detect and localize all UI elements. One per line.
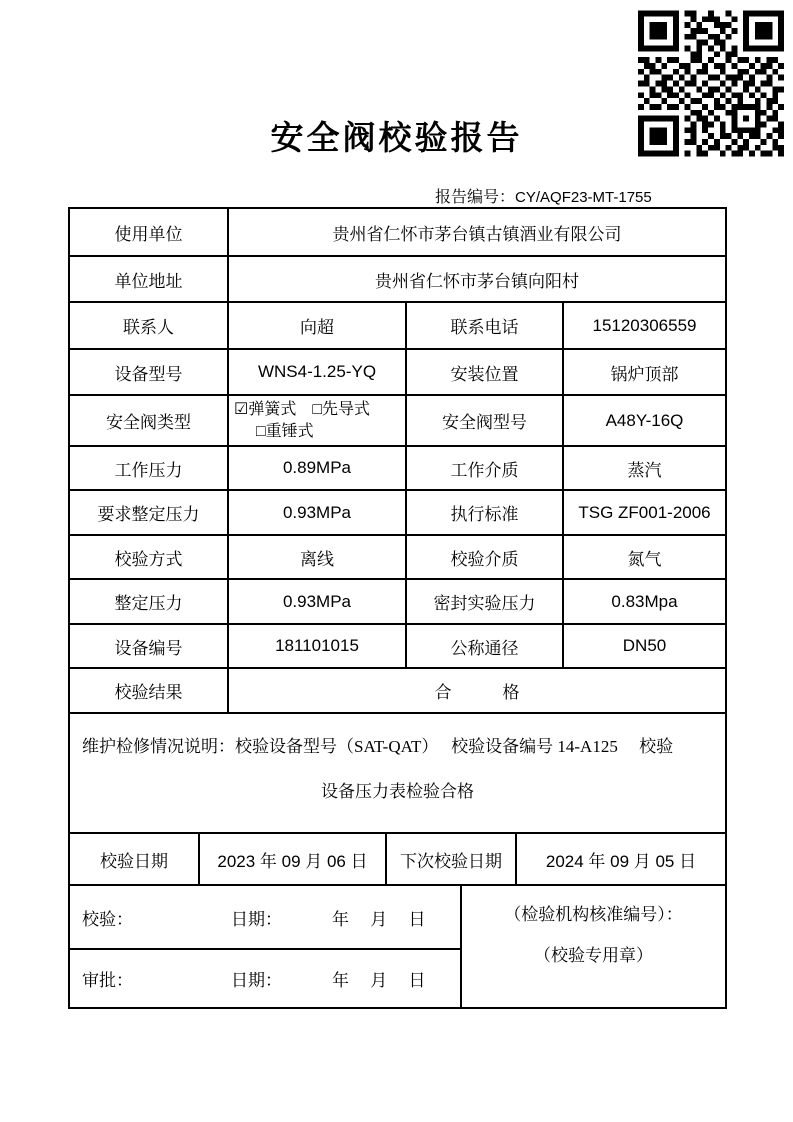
install-position-label: 安装位置: [405, 350, 562, 394]
work-pressure-value: 0.89MPa: [227, 447, 405, 489]
table-row-dates: [70, 832, 725, 884]
report-number-label: 报告编号：: [435, 189, 516, 206]
calibrator-ymd: 年 月 日: [332, 909, 426, 929]
table-row-set-pressure: [70, 578, 725, 623]
calibration-stamp: （校验专用章）: [534, 946, 653, 965]
set-pressure-value: 0.93MPa: [227, 580, 405, 623]
signature-row-approver: [70, 948, 460, 1007]
diameter-label: 公称通径: [405, 625, 562, 667]
table-row-required-pressure: [70, 489, 725, 534]
report-number: [435, 184, 652, 207]
result-label: 校验结果: [114, 683, 183, 702]
remark-line1: 维护检修情况说明：校验设备型号（SAT-QAT） 校验设备编号 14-A125 校验: [82, 737, 674, 756]
signature-left-block: [70, 886, 460, 1007]
contact-label: 联系人: [123, 318, 174, 337]
phone-label: 联系电话: [405, 303, 562, 348]
report-table: [68, 207, 727, 1009]
method-label: 校验方式: [114, 549, 183, 569]
device-no-value: 181101015: [227, 625, 405, 667]
table-row-valve-type: [70, 394, 725, 445]
standard-value: TSG ZF001-2006: [562, 491, 725, 534]
table-row-remark: [70, 712, 725, 832]
next-date-value: 2024 年 09 月 05 日: [515, 834, 725, 884]
stamp-cell: [460, 886, 725, 1007]
work-medium-label: 工作介质: [405, 447, 562, 489]
standard-label: 执行标准: [405, 491, 562, 534]
result-value: 合 格: [227, 669, 725, 712]
install-position-value: 锅炉顶部: [562, 350, 725, 394]
valve-type-checkbox-line2: □重锤式: [256, 422, 314, 440]
valve-type-options: [227, 396, 405, 445]
valve-type-label: 安全阀类型: [106, 413, 191, 432]
valve-model-value: A48Y-16Q: [562, 396, 725, 445]
next-date-label: 下次校验日期: [385, 834, 515, 884]
set-pressure-label: 整定压力: [114, 594, 183, 613]
table-row-device-no: [70, 623, 725, 667]
cal-date-value: 2023 年 09 月 06 日: [198, 834, 385, 884]
valve-model-label: 安全阀型号: [405, 396, 562, 445]
table-row-address: [70, 255, 725, 301]
contact-value: 向超: [227, 303, 405, 348]
device-model-value: WNS4-1.25-YQ: [227, 350, 405, 394]
address-value: 贵州省仁怀市茅台镇向阳村: [227, 257, 725, 301]
address-label: 单位地址: [114, 271, 183, 291]
calibrator-label: 校验：: [82, 909, 133, 929]
remark-cell: [70, 714, 725, 832]
work-pressure-label: 工作压力: [114, 460, 183, 480]
table-row-method: [70, 534, 725, 578]
cal-medium-value: 氮气: [562, 536, 725, 578]
page-title: 安全阀校验报告: [270, 121, 523, 157]
report-number-value: CY/AQF23-MT-1755: [515, 189, 652, 206]
table-row-work-pressure: [70, 445, 725, 489]
valve-type-checkbox-line1: ☑弹簧式 □先导式: [234, 400, 371, 418]
table-row-org: [70, 209, 725, 255]
cal-date-label: 校验日期: [100, 851, 168, 871]
seal-test-value: 0.83Mpa: [562, 580, 725, 623]
calibrator-date-label: 日期：: [231, 909, 282, 929]
approver-date-label: 日期：: [231, 971, 282, 990]
device-no-label: 设备编号: [114, 638, 183, 658]
remark-line2: 设备压力表检验合格: [321, 782, 474, 801]
cal-medium-label: 校验介质: [405, 536, 562, 578]
table-row-contact: [70, 301, 725, 348]
table-row-device-model: [70, 348, 725, 394]
signature-row-calibrator: [70, 886, 460, 948]
agency-approval-no: （检验机构核准编号）：: [504, 905, 683, 924]
table-row-signatures: [70, 884, 725, 1007]
required-pressure-value: 0.93MPa: [227, 491, 405, 534]
diameter-value: DN50: [562, 625, 725, 667]
approver-ymd: 年 月 日: [332, 971, 426, 990]
approver-label: 审批：: [82, 971, 133, 990]
org-value: 贵州省仁怀市茅台镇古镇酒业有限公司: [227, 209, 725, 255]
work-medium-value: 蒸汽: [562, 447, 725, 489]
device-model-label: 设备型号: [114, 364, 183, 384]
required-pressure-label: 要求整定压力: [97, 505, 200, 524]
seal-test-label: 密封实验压力: [405, 580, 562, 623]
org-label: 使用单位: [114, 224, 183, 244]
phone-value: 15120306559: [562, 303, 725, 348]
method-value: 离线: [227, 536, 405, 578]
table-row-result: [70, 667, 725, 712]
